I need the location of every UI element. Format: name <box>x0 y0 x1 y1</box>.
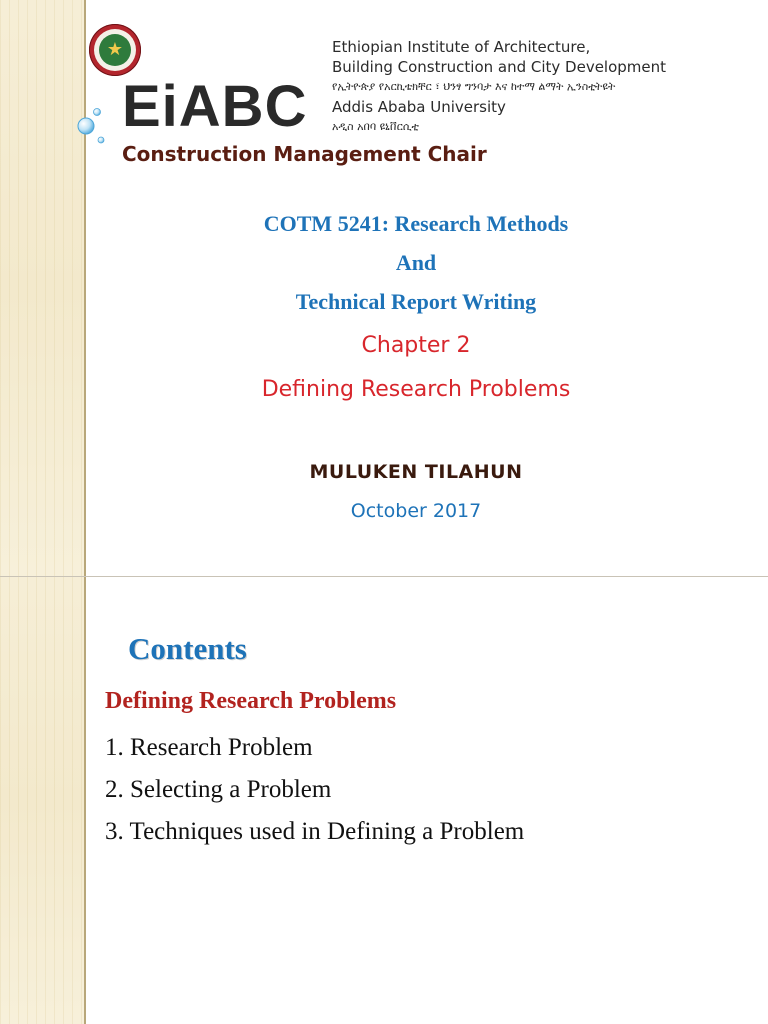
contents-heading: Contents <box>128 631 247 666</box>
side-band-border <box>84 577 86 1024</box>
bubble-decoration-icon <box>70 100 110 148</box>
list-item: 2. Selecting a Problem <box>105 776 332 803</box>
author-name: MULUKEN TILAHUN <box>309 461 523 483</box>
department-chair-heading: Construction Management Chair <box>122 142 487 166</box>
contents-list <box>105 727 524 853</box>
course-title-line-3: Technical Report Writing <box>295 289 537 314</box>
course-title-line-2: And <box>395 250 437 275</box>
chapter-title: Defining Research Problems <box>261 377 571 402</box>
institution-line-amharic: አዲስ አበባ ዩኒቨርሲቲ <box>332 120 419 133</box>
list-item: 3. Techniques used in Defining a Problem <box>105 818 525 845</box>
decorative-side-band <box>0 577 84 1024</box>
institution-line: Ethiopian Institute of Architecture, <box>332 38 591 56</box>
list-item: 1. Research Problem <box>105 734 313 761</box>
decorative-side-band <box>0 0 84 577</box>
contents-subheading: Defining Research Problems <box>105 688 397 714</box>
institution-line: Addis Ababa University <box>332 98 506 116</box>
presentation-date: October 2017 <box>350 500 482 522</box>
institution-name-block <box>332 37 752 137</box>
university-seal-icon: ★ <box>89 24 141 76</box>
course-title-line-1: COTM 5241: Research Methods <box>263 211 569 236</box>
contents-slide <box>0 577 768 1024</box>
chapter-number: Chapter 2 <box>361 333 471 358</box>
institution-line: Building Construction and City Development <box>332 58 667 76</box>
slide-divider <box>0 576 768 577</box>
eiabc-logo: EiABC <box>122 74 308 139</box>
institution-line-amharic: የኢትዮጵያ የአርኪቴክቸር ፣ ህንፃ ግንባታ እና ከተማ ልማት ኢንስቲትዩት <box>332 80 616 93</box>
